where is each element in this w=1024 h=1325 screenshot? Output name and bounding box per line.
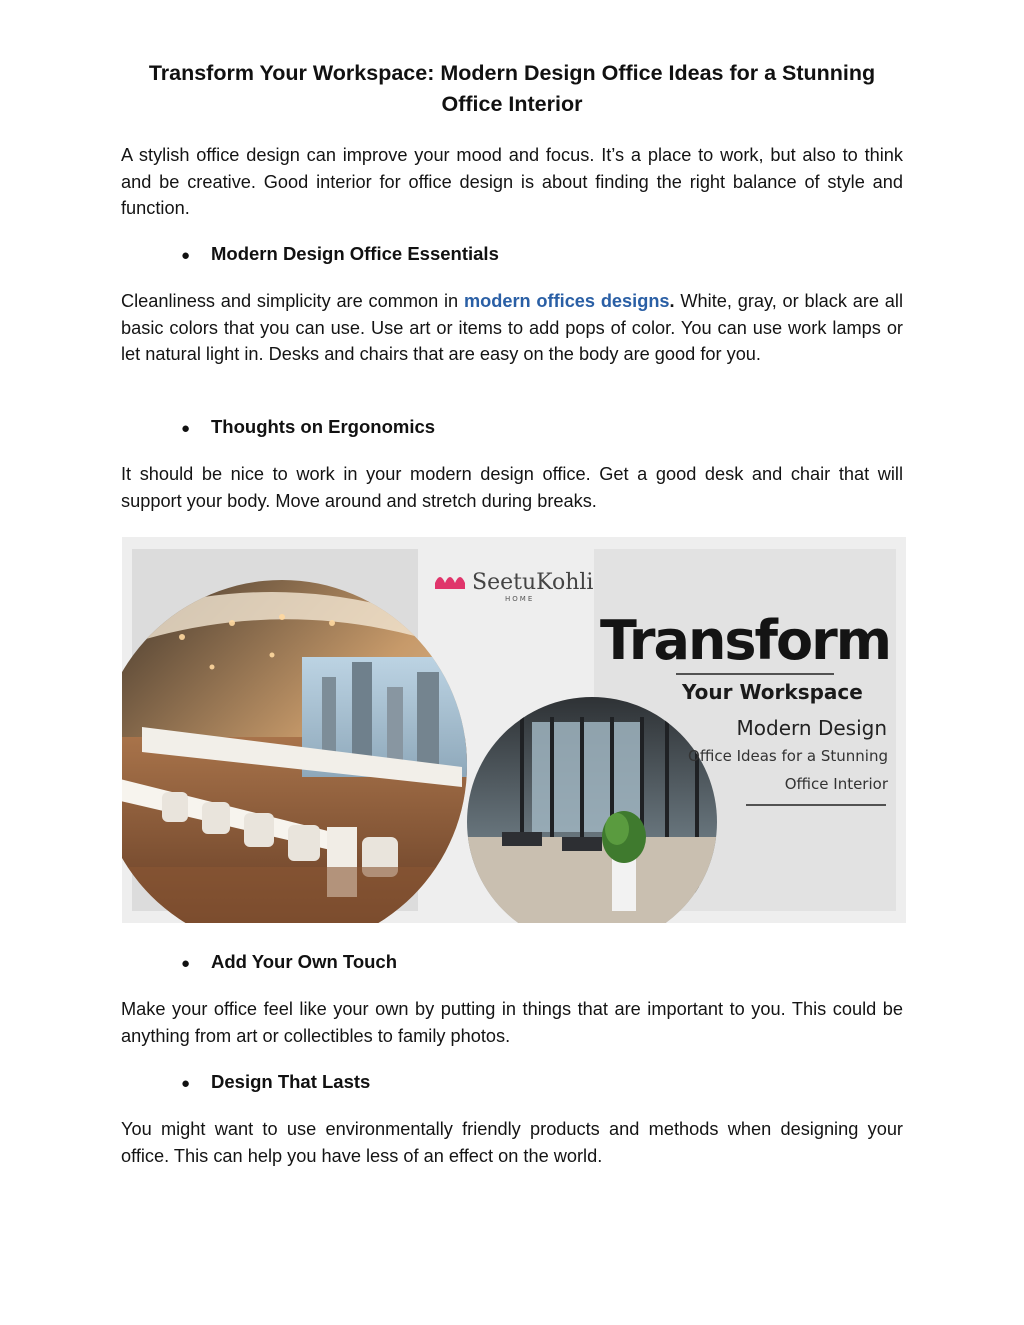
banner-headline: Transform: [600, 609, 891, 672]
heading-text: Thoughts on Ergonomics: [211, 416, 436, 437]
banner-line-3: Office Ideas for a Stunning: [688, 747, 888, 765]
paragraph-text: Cleanliness and simplicity are common in: [121, 291, 464, 311]
bullet-heading-own-touch: [181, 950, 397, 976]
essentials-paragraph: [121, 288, 903, 368]
bullet-heading-essentials: [181, 242, 499, 268]
design-lasts-paragraph: You might want to use environmentally friendly products and methods when designing your office. This can help you have less of an effect on the world.: [121, 1119, 903, 1166]
document-title: Transform Your Workspace: Modern Design Office Ideas for a Stunning Office Interior: [148, 61, 876, 116]
bullet-icon: ●: [181, 955, 191, 972]
paragraph-text: White, gray, or black are all basic colors that you can use. Use art or items to add pops of color. You can use work lamps or let natural light in. Desks and chairs that are easy on the body are good for you.: [121, 291, 903, 364]
bullet-icon: ●: [181, 247, 191, 264]
logo-name: SeetuKohli: [472, 570, 594, 595]
link-period: .: [669, 291, 675, 311]
banner-line-4: Office Interior: [784, 775, 888, 793]
modern-offices-designs-link[interactable]: modern offices designs: [463, 291, 670, 311]
bullet-heading-ergonomics: [181, 415, 435, 441]
banner-image: [122, 537, 906, 923]
heading-text: Design That Lasts: [211, 1071, 371, 1092]
bullet-icon: ●: [181, 1075, 191, 1092]
intro-paragraph: A stylish office design can improve your mood and focus. It’s a place to work, but also to think and be creative. Good interior for office design is about finding the right balance of style and function.: [121, 145, 903, 218]
logo-subtitle: HOME: [505, 595, 535, 603]
heading-text: Add Your Own Touch: [211, 951, 398, 972]
heading-text: Modern Design Office Essentials: [211, 243, 499, 264]
bullet-icon: ●: [181, 420, 191, 437]
bullet-heading-design-lasts: [181, 1070, 370, 1096]
ergonomics-paragraph: It should be nice to work in your modern design office. Get a good desk and chair that will support your body. Move around and stretch during breaks.: [121, 464, 903, 511]
own-touch-paragraph: Make your office feel like your own by putting in things that are important to you. This could be anything from art or collectibles to family photos.: [121, 999, 903, 1046]
seetukohli-logo-icon: [435, 577, 465, 589]
banner-line-2: Modern Design: [736, 716, 887, 740]
banner-line-1: Your Workspace: [682, 680, 863, 704]
